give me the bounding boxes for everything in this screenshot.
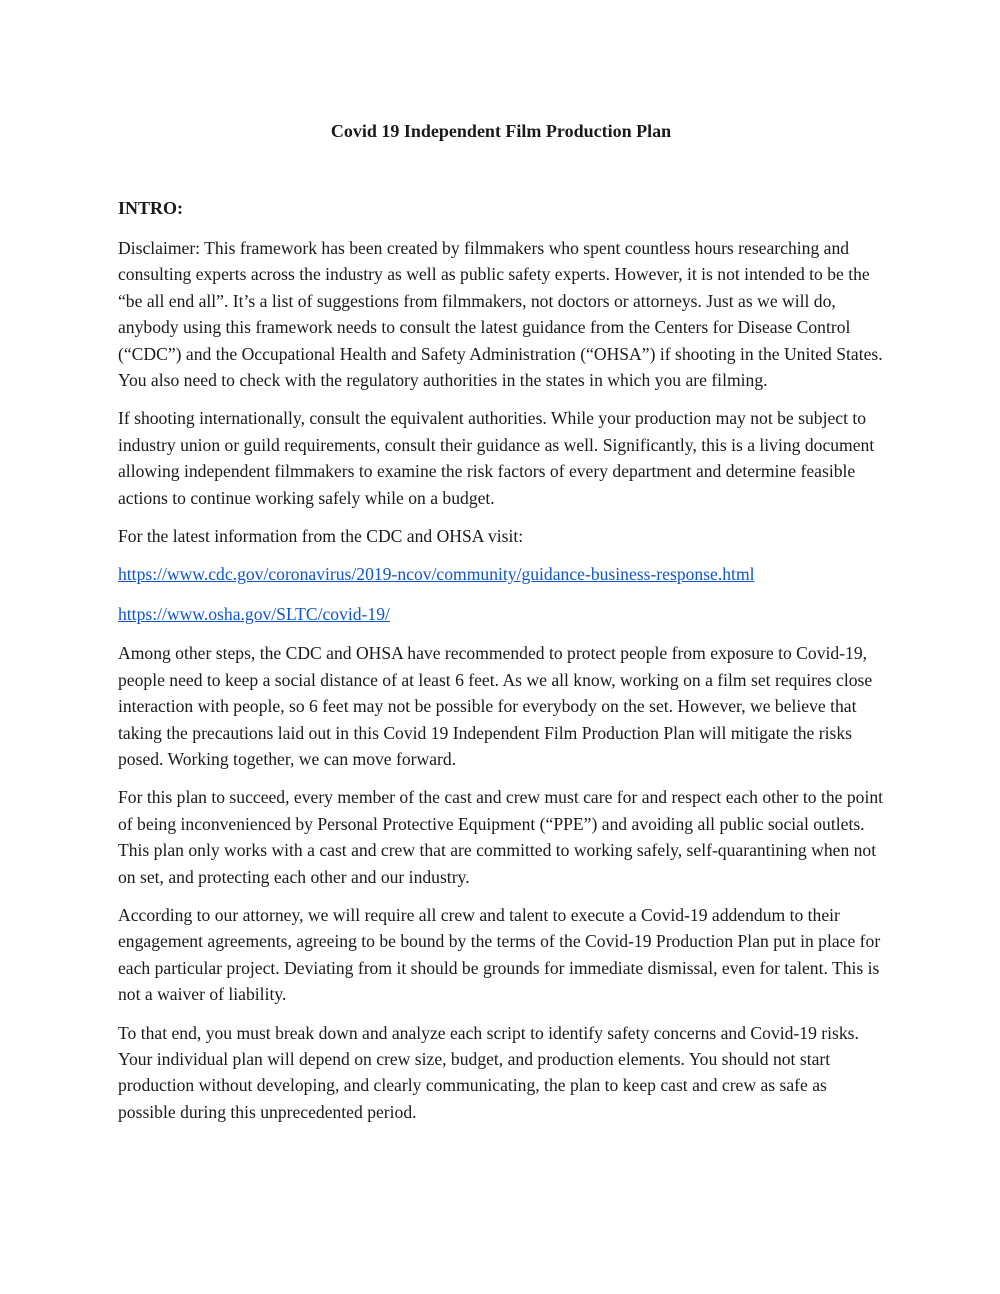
link-row-osha (118, 601, 888, 627)
osha-covid-link[interactable]: https://www.osha.gov/SLTC/covid-19/ (118, 603, 390, 624)
section-heading-intro: INTRO: (118, 198, 184, 218)
paragraph-latest-info: For the latest information from the CDC and OHSA visit: (118, 526, 524, 547)
paragraph-social-distance: Among other steps, the CDC and OHSA have recommended to protect people from exposure to Covid-19, people need to keep a social distance of at least 6 feet. As we all know, working on a film set requires close interaction with people, so 6 feet may not be possible for everybody on the set. However, we believe that taking the precautions laid out in this Covid 19 Independent Film Production Plan will mitigate the risks posed. Working together, we can move forward. (118, 643, 873, 769)
paragraph-international: If shooting internationally, consult the equivalent authorities. While your production may not be subject to industry union or guild requirements, consult their guidance as well. Significantly, this is a living document allowing independent filmmakers to examine the risk factors of every department and determine feasible actions to continue working safely while on a budget. (118, 408, 875, 508)
document-title: Covid 19 Independent Film Production Plan (330, 121, 672, 141)
link-row-cdc (118, 561, 888, 587)
paragraph-plan-success: For this plan to succeed, every member of the cast and crew must care for and respect each other to the point of being inconvenienced by Personal Protective Equipment (“PPE”) and avoiding all public social outlets. This plan only works with a cast and crew that are committed to working safely, self-quarantining when not on set, and protecting each other and our industry. (118, 787, 884, 887)
cdc-guidance-link[interactable]: https://www.cdc.gov/coronavirus/2019-ncov/community/guidance-business-response.html (118, 564, 755, 585)
paragraph-disclaimer: Disclaimer: This framework has been created by filmmakers who spent countless hours researching and consulting experts across the industry as well as public safety experts. However, it is not intended to be the “be all end all”. It’s a list of suggestions from filmmakers, not doctors or attorneys. Just as we will do, anybody using this framework needs to consult the latest guidance from the Centers for Disease Control (“CDC”) and the Occupational Health and Safety Administration (“OHSA”) if shooting in the United States. You also need to check with the regulatory authorities in the states in which you are filming. (118, 238, 883, 391)
document-body (118, 235, 888, 1137)
paragraph-script-analysis: To that end, you must break down and analyze each script to identify safety concerns and Covid-19 risks. Your individual plan will depend on crew size, budget, and production elements. You should not start production without developing, and clearly communicating, the plan to keep cast and crew as safe as possible during this unprecedented period. (118, 1022, 859, 1122)
paragraph-attorney: According to our attorney, we will require all crew and talent to execute a Covid-19 addendum to their engagement agreements, agreeing to be bound by the terms of the Covid-19 Production Plan put in place for each particular project. Deviating from it should be grounds for immediate dismissal, even for talent. This is not a waiver of liability. (118, 904, 881, 1005)
